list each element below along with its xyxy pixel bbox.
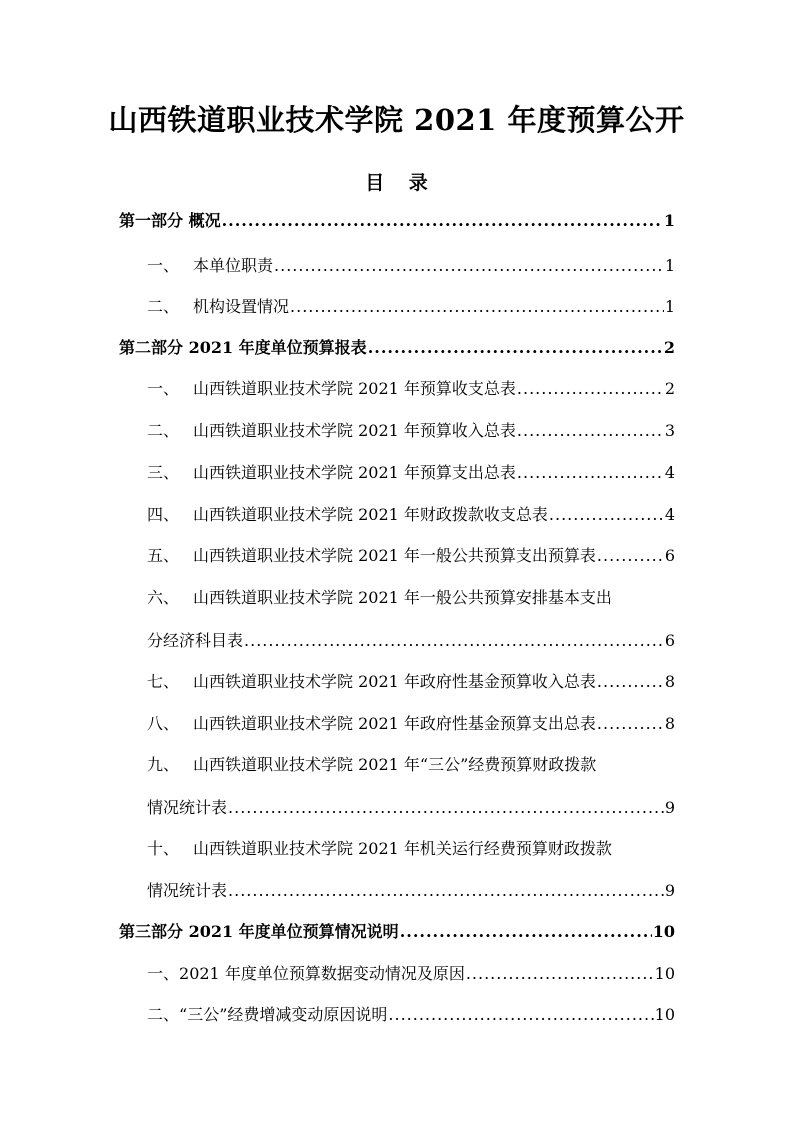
toc-leader xyxy=(244,631,664,650)
toc-item-label: 山西铁道职业技术学院 2021 年政府性基金预算收入总表 xyxy=(193,672,596,691)
document-title: 山西铁道职业技术学院 2021 年度预算公开 xyxy=(108,103,685,137)
toc-item[interactable] xyxy=(147,1002,675,1026)
toc-item[interactable] xyxy=(147,253,675,277)
toc-item[interactable] xyxy=(147,669,675,693)
toc-leader xyxy=(466,964,654,983)
toc-leader xyxy=(228,881,664,900)
toc-item-first-line[interactable] xyxy=(147,585,612,609)
toc-page-number: 2 xyxy=(663,338,675,357)
toc-item-number: 一、 xyxy=(147,256,180,275)
toc-item-label: 山西铁道职业技术学院 2021 年预算支出总表 xyxy=(193,463,516,482)
toc-leader xyxy=(274,256,664,275)
toc-item-label: 山西铁道职业技术学院 2021 年机关运行经费预算财政拨款 xyxy=(193,839,612,858)
toc-item[interactable] xyxy=(147,376,675,400)
toc-item-number: 一、 xyxy=(147,379,180,398)
toc-item-label: 山西铁道职业技术学院 2021 年财政拨款收支总表 xyxy=(193,505,548,524)
toc-page-number: 1 xyxy=(663,211,675,230)
toc-leader xyxy=(388,1005,653,1024)
toc-part-3[interactable] xyxy=(119,919,675,943)
toc-item-label: “三公”经费增减变动原因说明 xyxy=(179,1005,388,1024)
toc-item-number: 四、 xyxy=(147,505,180,524)
toc-item-label-continued: 分经济科目表 xyxy=(147,631,244,650)
toc-leader xyxy=(597,714,664,733)
toc-leader xyxy=(597,546,664,565)
toc-leader xyxy=(597,672,664,691)
toc-item-label: 本单位职责 xyxy=(193,256,274,275)
toc-item-label: 山西铁道职业技术学院 2021 年一般公共预算支出预算表 xyxy=(193,546,596,565)
toc-item-label: 2021 年度单位预算数据变动情况及原因 xyxy=(179,964,465,983)
toc-leader xyxy=(368,338,663,357)
toc-item-label-continued: 情况统计表 xyxy=(147,798,228,817)
toc-leader xyxy=(400,922,652,941)
toc-item-label: 山西铁道职业技术学院 2021 年“三公”经费预算财政拨款 xyxy=(193,755,597,774)
toc-part-label: 第一部分 概况 xyxy=(119,211,221,230)
toc-item-number: 七、 xyxy=(147,672,180,691)
toc-leader xyxy=(517,421,664,440)
toc-item-continuation[interactable] xyxy=(147,628,675,652)
toc-item-number: 六、 xyxy=(147,588,180,607)
toc-page-number: 3 xyxy=(664,421,675,440)
toc-item[interactable] xyxy=(147,711,675,735)
toc-item-first-line[interactable] xyxy=(147,752,596,776)
toc-leader xyxy=(517,379,664,398)
toc-page-number: 8 xyxy=(664,672,675,691)
toc-page-number: 10 xyxy=(654,1005,675,1024)
toc-item[interactable] xyxy=(147,460,675,484)
toc-item-continuation[interactable] xyxy=(147,878,675,902)
toc-page-number: 8 xyxy=(664,714,675,733)
toc-item-label: 机构设置情况 xyxy=(193,297,290,316)
toc-item-number: 二、 xyxy=(147,297,180,316)
toc-part-1[interactable] xyxy=(119,208,675,232)
toc-item[interactable] xyxy=(147,418,675,442)
toc-item-label-continued: 情况统计表 xyxy=(147,881,228,900)
toc-page-number: 10 xyxy=(652,922,675,941)
toc-page-number: 10 xyxy=(654,964,675,983)
toc-page-number: 2 xyxy=(664,379,675,398)
toc-heading: 目 录 xyxy=(365,172,428,194)
toc-part-label: 第二部分 2021 年度单位预算报表 xyxy=(119,338,367,357)
toc-item[interactable] xyxy=(147,543,675,567)
toc-leader xyxy=(517,463,664,482)
toc-leader xyxy=(228,798,664,817)
toc-item-label: 山西铁道职业技术学院 2021 年预算收支总表 xyxy=(193,379,516,398)
toc-leader xyxy=(290,297,664,316)
toc-item-number: 二、 xyxy=(147,421,180,440)
toc-page-number: 1 xyxy=(664,256,675,275)
toc-page-number: 4 xyxy=(664,505,675,524)
toc-item-first-line[interactable] xyxy=(147,836,612,860)
toc-part-2[interactable] xyxy=(119,335,675,359)
toc-item-label: 山西铁道职业技术学院 2021 年政府性基金预算支出总表 xyxy=(193,714,596,733)
toc-item-continuation[interactable] xyxy=(147,795,675,819)
toc-item-number: 三、 xyxy=(147,463,180,482)
toc-leader xyxy=(222,211,663,230)
toc-item-number: 一、 xyxy=(147,964,180,983)
toc-page-number: 6 xyxy=(664,546,675,565)
toc-page-number: 6 xyxy=(664,631,675,650)
toc-item-number: 八、 xyxy=(147,714,180,733)
toc-leader xyxy=(549,505,664,524)
toc-item-number: 十、 xyxy=(147,839,180,858)
toc-part-label: 第三部分 2021 年度单位预算情况说明 xyxy=(119,922,399,941)
toc-item[interactable] xyxy=(147,961,675,985)
toc-page-number: 9 xyxy=(664,798,675,817)
toc-item-number: 九、 xyxy=(147,755,180,774)
toc-item[interactable] xyxy=(147,502,675,526)
toc-item-label: 山西铁道职业技术学院 2021 年一般公共预算安排基本支出 xyxy=(193,588,612,607)
toc-item[interactable] xyxy=(147,294,675,318)
toc-item-number: 二、 xyxy=(147,1005,180,1024)
toc-page-number: 4 xyxy=(664,463,675,482)
toc-item-number: 五、 xyxy=(147,546,180,565)
toc-page-number: 1 xyxy=(664,297,675,316)
toc-page-number: 9 xyxy=(664,881,675,900)
toc-item-label: 山西铁道职业技术学院 2021 年预算收入总表 xyxy=(193,421,516,440)
